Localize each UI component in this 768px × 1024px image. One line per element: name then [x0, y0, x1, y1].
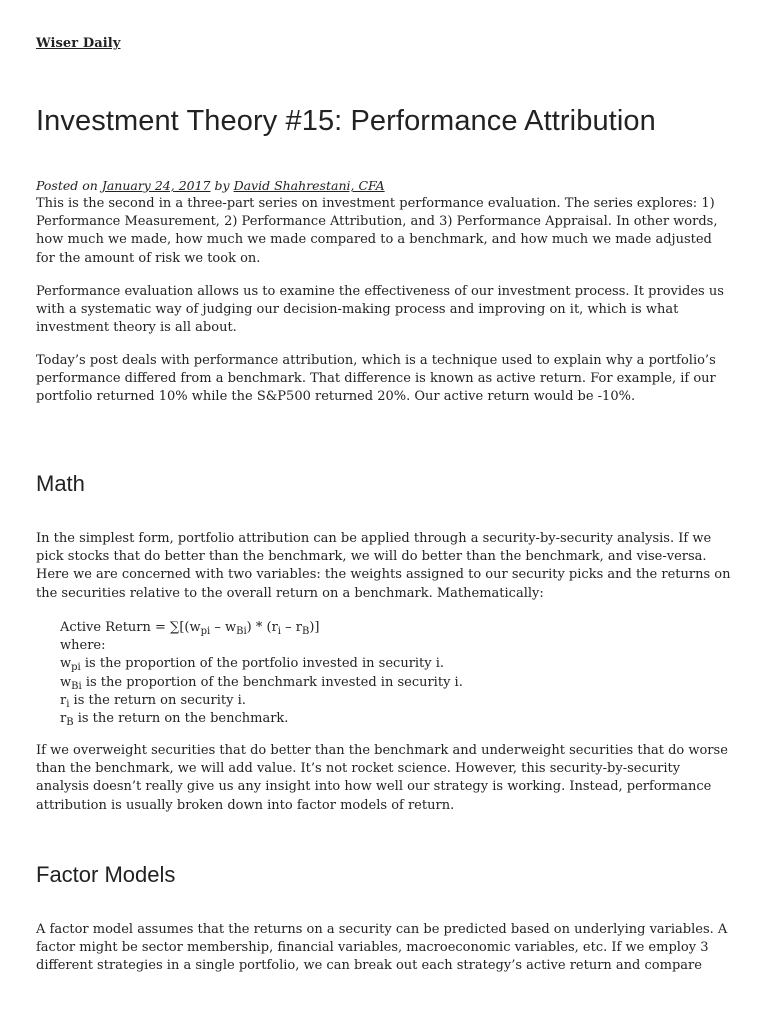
- post-title: Investment Theory #15: Performance Attribution: [36, 105, 656, 137]
- math-text-1: In the simplest form, portfolio attribution can be applied through a security-by-security analysis. If we pick stocks that do better than the benchmark, we will do better than the benchmark, and vise-versa. Here we are concerned with two variables: the weights assigned to our security picks and the returns on the securities relative to the overall return on a benchmark. Mathematically:: [36, 531, 731, 601]
- intro-text-3: Today’s post deals with performance attribution, which is a technique used to explain why a portfolio’s performance differed from a benchmark. That difference is known as active return. For example, if our portfolio returned 10% while the S&P500 returned 20%. Our active return would be -10%.: [36, 353, 716, 405]
- byline-prefix: Posted on: [36, 178, 98, 193]
- post-byline: [36, 178, 385, 194]
- factor-models-heading: Factor Models: [36, 862, 176, 887]
- intro-text-2: Performance evaluation allows us to examine the effectiveness of our investment process. It provides us with a systematic way of judging our decision-making process and improving on it, which is what investment theory is all about.: [36, 284, 724, 336]
- site-title-link[interactable]: Wiser Daily: [36, 36, 121, 51]
- intro-text-1: This is the second in a three-part series on investment performance evaluation. The series explores: 1) Performance Measurement, 2) Performance Attribution, and 3) Performance Appraisal. In other words, how much we made, how much we made compared to a benchmark, and how much we made adjusted for the amount of risk we took on.: [36, 196, 718, 266]
- factor-text-1: A factor model assumes that the returns on a security can be predicted based on underlying variables. A factor might be sector membership, financial variables, macroeconomic variables, etc. If we employ 3 different strategies in a single portfolio, we can break out each strategy’s active return and compare: [36, 922, 728, 974]
- intro-paragraph-3: [36, 352, 732, 407]
- factor-paragraph-1: [36, 921, 732, 976]
- def-rb: $r_B$ is the return on the benchmark.: [60, 711, 289, 729]
- byline-by: by: [214, 178, 230, 193]
- math-paragraph-1: [36, 530, 732, 603]
- formula-block: [60, 619, 720, 728]
- def-wpi: $w_{pi}$ is the proportion of the portfolio invested in security i.: [60, 656, 445, 674]
- math-text-2: If we overweight securities that do better than the benchmark and underweight securities that do worse than the benchmark, we will add value. It’s not rocket science. However, this security-by-security analysis doesn’t really give us any insight into how well our strategy is working. Instead, performance attribution is usually broken down into factor models of return.: [36, 743, 728, 813]
- formula-where: where:: [60, 638, 106, 654]
- def-wbi: $w_{Bi}$ is the proportion of the benchmark invested in security i.: [60, 674, 463, 692]
- math-paragraph-2: [36, 742, 732, 815]
- post-date-link[interactable]: January 24, 2017: [101, 178, 211, 193]
- intro-paragraph-1: [36, 195, 732, 268]
- active-return-formula: Active Return = $\sum[(w_{pi} - w_{Bi}) * (r_i - r_B)]$: [60, 620, 320, 637]
- def-ri: $r_i$ is the return on security i.: [60, 692, 246, 710]
- math-heading: Math: [36, 471, 85, 496]
- author-link[interactable]: David Shahrestani, CFA: [233, 178, 385, 193]
- intro-paragraph-2: [36, 283, 732, 338]
